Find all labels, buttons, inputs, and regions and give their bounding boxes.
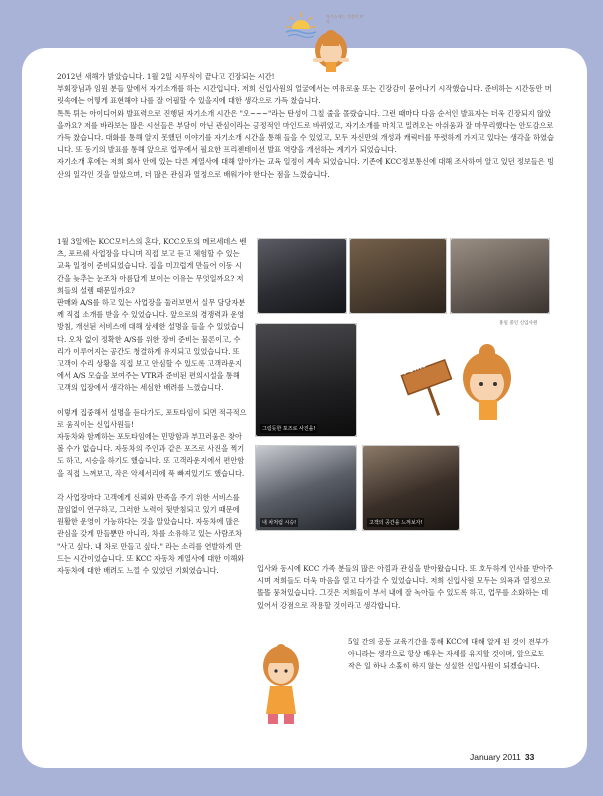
photo-driver <box>255 445 357 531</box>
photo-group-1 <box>257 238 347 314</box>
right-paragraph: 입사와 동시에 KCC 가족 분들의 많은 아낌과 관심을 받아왔습니다. 또 호두하게 인사를 받아주시며 저희들도 더욱 마음을 열고 다가갈 수 있었습니다. 저희 신입사원 모두는 의욕과 열정으로 똘똘 뭉쳐있습니다. 그것은 저희들이 부서 내에 잘 녹아들 수 있도록 하고, 업무를 소화하는 데 있어서 강점으로 작용할 것이라고 생각합니다. <box>257 564 553 610</box>
intro-paragraph: 2012년 새해가 밝았습니다. 1월 2일 시무식이 끝나고 긴장되는 시간! <box>57 72 275 81</box>
left-paragraph: 이렇게 집중해서 설명을 듣다가도, 포토타임이 되면 적극적으로 움직이는 신입사원들! <box>57 407 247 429</box>
left-paragraph: 각 사업장마다 고객에게 신뢰와 만족을 주기 위한 서비스를 끊임없이 연구하고, 그러한 노력이 뒷받침되고 있기 때문에 원활한 운영이 가능하다는 것을 알았습니다. 자동차에 많은 관심을 갖게 만들뿐만 아니라, 차를 소유하고 있는 사람조차 "사고 싶다. 내 차로 만들고 싶다." 라는 소리를 연발하게 만드는 시간이었습니다. 또 KCC 자동차 계열사에 대한 이해와 자동차에 대한 배려도 느낄 수 있었던 기회였습니다. <box>57 492 245 576</box>
girl-illustration-bottom <box>255 644 307 726</box>
left-paragraph: 1월 3일에는 KCC모터스의 혼다, KCC오토의 메르세데스 벤츠, 포르쉐 사업장을 다니며 직접 보고 듣고 체험할 수 있는 교육 일정이 준비되었습니다. 집을 미끄럽게 만들어 이동 시간을 늦추는 눈조차 아름답게 보이는 이유는 무엇일까요? 저희들의 설렘 때문일까요? <box>57 237 247 295</box>
point-sign-label: Point <box>401 360 427 377</box>
left-paragraph: 자동차와 함께하는 포토타임에는 민망함과 부끄러움은 찾아볼 수가 없습니다. 자동차의 주인과 같은 포즈로 사진을 찍기도 하고, 시승을 하기도 했습니다. 또 고객라운지에서 편안함을 직접 느껴보고, 작은 악세서리에 푹 빠져있기도 했습니다. <box>57 432 245 478</box>
photo-caption-porsche: 그럼듯한 포즈로 사진을! <box>262 426 316 432</box>
photo-caption-lounge: 고객의 공간을 느껴보자! <box>369 520 423 526</box>
intro-text <box>57 71 557 181</box>
photo-group-2 <box>349 238 447 314</box>
photo-lounge <box>362 445 460 531</box>
photo-caption-top: 홍일 중인 신입사원 <box>499 321 538 326</box>
photo-caption-driver: 내 차처럼 시승! <box>262 520 297 526</box>
left-paragraph: 판매와 A/S를 하고 있는 사업장을 둘러보면서 실무 담당자분께 직접 소개를 받을 수 있었습니다. 앞으로의 경쟁력과 운영 방침, 개선된 서비스에 대해 상세한 설명을 들을 수 있었습니다. 오차 없이 정확한 A/S를 위한 장비 준비는 물론이고, 수리가 이루어지는 공간도 청결하게 유지되고 있었습니다. 또 고객이 수리 상황을 직접 보고 안심할 수 있도록 고객라운지에서 A/S 모습을 보여주는 VTR과 준비된 편의시설을 통해 고객의 입장에서 생각하는 세심한 배려를 느꼈습니다. <box>57 298 246 393</box>
closing-paragraph: 5일 간의 공동 교육기간을 통해 KCC에 대해 알게 된 것이 전부가 아니라는 생각으로 항상 배우는 자세를 유지할 것이며, 앞으로도 작은 일 하나 소홀히 하지 않는 성실한 신입사원이 되겠습니다. <box>348 637 549 671</box>
closing-text <box>348 636 553 673</box>
intro-paragraph: 자기소개 후에는 저희 회사 안에 있는 다른 계열사에 대해 알아가는 교육 일정이 계속 되었습니다. 기존에 KCC정보통신에 대해 조사하여 알고 있던 정보들은 빙산의 일각인 것을 알았으며, 더 많은 관심과 열정으로 배워가야 한다는 점을 느꼈습니다. <box>57 157 554 179</box>
intro-paragraph: 부회장님과 임원 분들 앞에서 자기소개를 하는 시간입니다. 저희 신입사원의 얼굴에서는 여유로움 또는 긴장감이 묻어나기 시작했습니다. 준비하는 시간동안 머릿속에는 어떻게 표현해야 나를 잘 어필할 수 있을지에 대한 생각으로 가득 찼습니다. <box>57 84 552 106</box>
girl-illustration-top <box>308 28 354 74</box>
photo-group-3 <box>450 238 550 314</box>
left-column-text <box>57 236 247 577</box>
page-number: 33 <box>524 752 535 762</box>
page-footer <box>470 752 534 762</box>
illustration-caption: 자기소개는 긴장의 연속 <box>326 14 364 24</box>
footer-month: January 2011 <box>470 752 521 762</box>
intro-paragraph: 톡톡 튀는 아이디어와 발표력으로 진행된 자기소개 시간은 "오~~~"라는 탄성이 그칠 줄을 몰랐습니다. 그런 때마다 다음 순서인 발표자는 더욱 긴장되지 않았을까요? 저를 바라보는 많은 시선들은 부담이 아닌 관심이라는 긍정적인 마인드로 바뀌었고, 자기소개를 마치고 밀려오는 아쉬움과 잘 마무리했다는 안도감으로 가득 찼습니다. 대화를 통해 알지 못했던 이야기를 자기소개 시간을 통해 들을 수 있었고, 모두 자신만의 개성과 캐릭터를 뚜렷하게 가지고 있다는 생각을 하였습니다. 또 동기의 발표를 통해 앞으로 업무에서 필요한 프리젠테이션 발표 역량을 개선하는 계기가 되었습니다. <box>57 108 554 155</box>
point-girl-illustration <box>395 342 535 428</box>
photo-porsche <box>255 323 357 437</box>
right-column-text <box>257 563 555 612</box>
